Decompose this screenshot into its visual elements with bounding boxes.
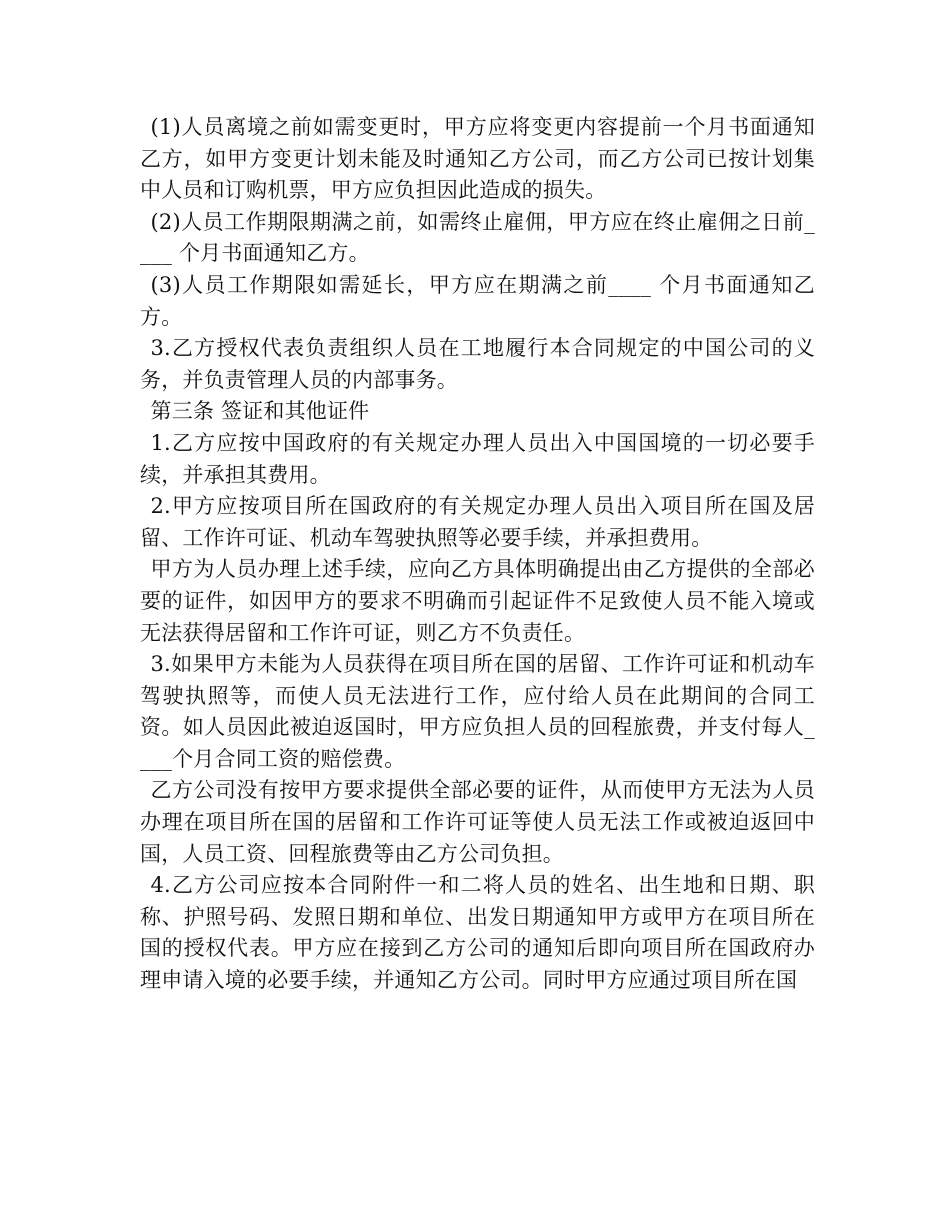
document-body bbox=[140, 112, 815, 997]
section-heading-article-3: 第三条 签证和其他证件 bbox=[150, 399, 370, 424]
paragraph-residence-permits: 2.甲方应按项目所在国政府的有关规定办理人员出入项目所在国及居留、工作许可证、机动车驾驶执照等必要手续，并承担费用。 bbox=[140, 494, 815, 550]
paragraph-permit-failure: 3.如果甲方未能为人员获得在项目所在国的居留、工作许可证和机动车驾驶执照等，而使人员无法进行工作，应付给人员在此期间的合同工资。如人员因此被迫返国时，甲方应负担人员的回程旅费，并支付每人____个月合同工资的赔偿费。 bbox=[140, 652, 815, 771]
paragraph-personnel-notification: 4.乙方公司应按本合同附件一和二将人员的姓名、出生地和日期、职称、护照号码、发照日期和单位、出发日期通知甲方或甲方在项目所在国的授权代表。甲方应在接到乙方公司的通知后即向项目所在国政府办理申请入境的必要手续，并通知乙方公司。同时甲方应通过项目所在国 bbox=[140, 873, 815, 993]
paragraph-terminate-employment: (2)人员工作期限期满之前，如需终止雇佣，甲方应在终止雇佣之日前____ 个月书面通知乙方。 bbox=[140, 209, 815, 266]
paragraph-authorized-representative: 3.乙方授权代表负责组织人员在工地履行本合同规定的中国公司的义务，并负责管理人员的内部事务。 bbox=[140, 336, 815, 392]
paragraph-exit-entry-procedures: 1.乙方应按中国政府的有关规定办理人员出入中国国境的一切必要手续，并承担其费用。 bbox=[140, 430, 815, 487]
paragraph-change-before-departure: (1)人员离境之前如需变更时，甲方应将变更内容提前一个月书面通知乙方，如甲方变更计划未能及时通知乙方公司，而乙方公司已按计划集中人员和订购机票，甲方应负担因此造成的损失。 bbox=[140, 115, 815, 203]
paragraph-extend-term: (3)人员工作期限如需延长，甲方应在期满之前____ 个月书面通知乙方。 bbox=[140, 272, 815, 329]
paragraph-documents-requirement: 甲方为人员办理上述手续，应向乙方具体明确提出由乙方提供的全部必要的证件，如因甲方的要求不明确而引起证件不足致使人员不能入境或无法获得居留和工作许可证，则乙方不负责任。 bbox=[140, 557, 815, 645]
paragraph-party-b-responsibility: 乙方公司没有按甲方要求提供全部必要的证件，从而使甲方无法为人员办理在项目所在国的居留和工作许可证等使人员无法工作或被迫返回中国，人员工资、回程旅费等由乙方公司负担。 bbox=[140, 778, 815, 866]
